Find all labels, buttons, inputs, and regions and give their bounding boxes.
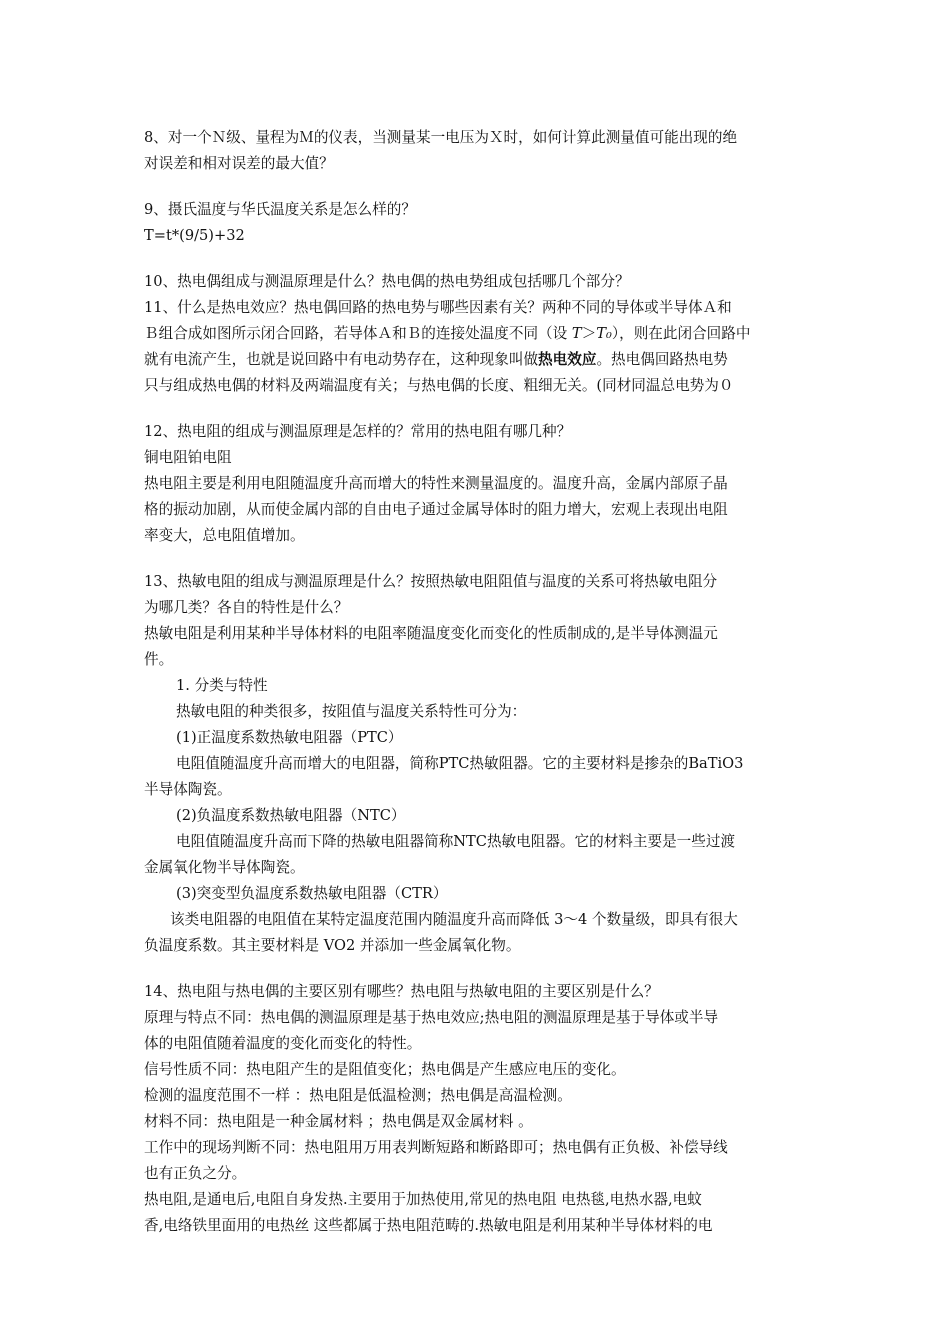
- q14-material: 材料不同：热电阻是一种金属材料 ；热电偶是双金属材料 。: [144, 1113, 533, 1130]
- q12-line-3: 率变大，总电阻值增加。: [144, 527, 305, 544]
- q11-symbol-gt: ＞: [581, 325, 597, 342]
- q9-answer: T=t*(9/5)+32: [144, 227, 245, 244]
- q13-ntc-title: (2)负温度系数热敏电阻器（NTC）: [176, 807, 406, 824]
- q12-title: 12、热电阻的组成与测温原理是怎样的？常用的热电阻有哪几种？: [144, 423, 572, 440]
- q13-intro-2: 件。: [144, 651, 174, 668]
- q13-title-2: 为哪几类？各自的特性是什么？: [144, 599, 349, 616]
- q8-line-2: 对误差和相对误差的最大值？: [144, 155, 334, 172]
- q11-line-3: [144, 347, 814, 373]
- q11-line-2-end: ），则在此闭合回路中: [611, 325, 751, 342]
- q11-symbol-t: T: [571, 325, 582, 342]
- q9-title: 9、摄氏温度与华氏温度关系是怎么样的？: [144, 201, 416, 218]
- document-page: [144, 125, 814, 1239]
- q12-line-1: 热电阻主要是利用电阻随温度升高而增大的特性来测量温度的。温度升高，金属内部原子晶: [144, 475, 728, 492]
- q11-line-2: [144, 321, 814, 347]
- q11-line-3-post: 。热电偶回路热电势: [596, 351, 728, 368]
- q12-types: 铜电阻铂电阻: [144, 449, 232, 466]
- q11-line-4: 只与组成热电偶的材料及两端温度有关；与热电偶的长度、粗细无关。(同材同温总电势为０: [144, 377, 734, 394]
- q13-title-1: 13、热敏电阻的组成与测温原理是什么？按照热敏电阻阻值与温度的关系可将热敏电阻分: [144, 573, 718, 590]
- q14-title: 14、热电阻与热电偶的主要区别有哪些？热电阻与热敏电阻的主要区别是什么？: [144, 983, 659, 1000]
- q13-ctr-line-2: 负温度系数。其主要材料是 VO2 并添加一些金属氧化物。: [144, 937, 521, 954]
- q14-field-line-1: 工作中的现场判断不同：热电阻用万用表判断短路和断路即可；热电偶有正负极、补偿导线: [144, 1139, 728, 1156]
- q13-ptc-title: (1)正温度系数热敏电阻器（PTC）: [176, 729, 403, 746]
- q12-line-2: 格的振动加剧，从而使金属内部的自由电子通过金属导体时的阻力增大，宏观上表现出电阻: [144, 501, 728, 518]
- q11-term-thermoelectric-effect: 热电效应: [538, 351, 597, 368]
- q11-symbol-t0: T₀: [596, 325, 612, 342]
- q13-ntc-line-2: 金属氧化物半导体陶瓷。: [144, 859, 305, 876]
- q14-field-line-2: 也有正负之分。: [144, 1165, 247, 1182]
- q11-line-1: 11、什么是热电效应？热电偶回路的热电势与哪些因素有关？两种不同的导体或半导体Ａ和: [144, 299, 732, 316]
- q14-heating-line-2: 香,电络铁里面用的电热丝 这些都属于热电阻范畴的.热敏电阻是利用某种半导体材料的电: [144, 1217, 713, 1234]
- q10-title: 10、热电偶组成与测温原理是什么？热电偶的热电势组成包括哪几个部分？: [144, 273, 630, 290]
- q14-principle-line-2: 体的电阻值随着温度的变化而变化的特性。: [144, 1035, 422, 1052]
- q13-ctr-title: (3)突变型负温度系数热敏电阻器（CTR）: [176, 885, 448, 902]
- q13-section-heading: 1. 分类与特性: [176, 677, 268, 694]
- q13-ntc-line-1: 电阻值随温度升高而下降的热敏电阻器简称NTC热敏电阻器。它的材料主要是一些过渡: [176, 833, 736, 850]
- q14-heating-line-1: 热电阻,是通电后,电阻自身发热.主要用于加热使用,常见的热电阻 电热毯,电热水器,电蚊: [144, 1191, 702, 1208]
- q13-intro-1: 热敏电阻是利用某种半导体材料的电阻率随温度变化而变化的性质制成的,是半导体测温元: [144, 625, 718, 642]
- q11-line-3-pre: 就有电流产生，也就是说回路中有电动势存在，这种现象叫做: [144, 351, 539, 368]
- q13-ptc-line-1: 电阻值随温度升高而增大的电阻器，简称PTC热敏阻器。它的主要材料是掺杂的BaTiO3: [176, 755, 744, 772]
- q14-range: 检测的温度范围不一样 ：热电阻是低温检测；热电偶是高温检测。: [144, 1087, 572, 1104]
- q11-line-2-text: Ｂ组合成如图所示闭合回路，若导体Ａ和Ｂ的连接处温度不同（设: [144, 325, 572, 342]
- q14-signal: 信号性质不同：热电阻产生的是阻值变化；热电偶是产生感应电压的变化。: [144, 1061, 626, 1078]
- q8-line-1: 8、对一个Ｎ级、量程为Ｍ的仪表，当测量某一电压为Ｘ时，如何计算此测量值可能出现的绝: [144, 129, 738, 146]
- q13-ctr-line-1: 该类电阻器的电阻值在某特定温度范围内随温度升高而降低 3～4 个数量级，即具有很大: [170, 911, 738, 928]
- q13-ptc-line-2: 半导体陶瓷。: [144, 781, 232, 798]
- q13-section-text: 热敏电阻的种类很多，按阻值与温度关系特性可分为：: [176, 703, 527, 720]
- q14-principle-line-1: 原理与特点不同：热电偶的测温原理是基于热电效应;热电阻的测温原理是基于导体或半导: [144, 1009, 719, 1026]
